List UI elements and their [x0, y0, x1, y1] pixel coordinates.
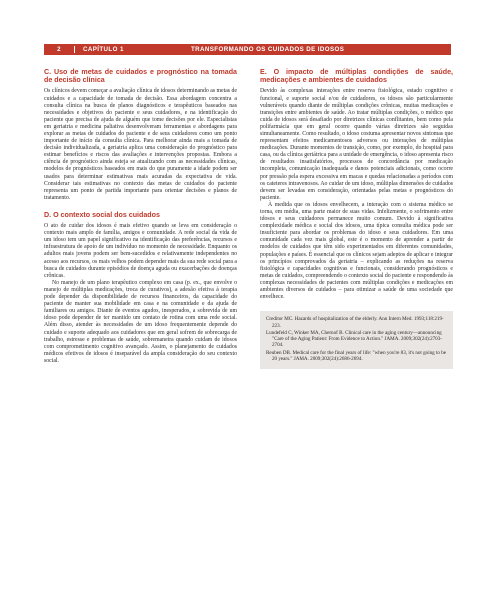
page-number: 2	[57, 46, 61, 53]
section-e-paragraph-1: Devido às complexas interações entre reserva fisiológica, estado cognitivo e funcional, e suporte social e/ou de cuidadores, os idosos são particularmente vulneráveis quando diante de múltiplas condições crônicas, muitas medicações e transições entre ambientes de saúde. Ao tratar múltiplas condições, o médico que cuida de idosos será desafiado por diretrizes clínicas conflitantes, bem como pela polifarmácia que em geral ocorre quando várias diretrizes são seguidas simultaneamente. Como resultado, o idoso costuma apresentar novos sintomas que representam efeitos medicamentosos adversos ou interações de múltiplas medicações. Durante momentos de transição, como, por exemplo, do hospital para casa, ou da clínica geriátrica para a unidade de emergência, o idoso apresenta risco de resultados insatisfatórios, processos de concordância por medicação incompleta, comunicação inadequada e danos potenciais adicionais, como ocorre por pressão pela espera excessiva em macas e quedas relacionadas a períodos com os cateteres intravenosos. Ao cuidar de um idoso, múltiplas dimensões de cuidados devem ser levadas em consideração, orientadas pelas metas e prognósticos do paciente.	[260, 88, 453, 201]
section-e-paragraph-2: À medida que os idosos envelhecem, a interação com o sistema médico se torna, em média, uma parte maior de suas vidas. Infelizmente, o sofrimento entre idosos e seus cuidadores permanece muito comum. Devido à significativa complexidade médica e social dos idosos, uma típica consulta médica pode ser insuficiente para abordar os problemas do idoso e seus cuidadores. Em uma comunidade cada vez mais global, este é o momento de aprender a partir de modelos de cuidados que têm sido experimentados em diferentes comunidades, populações e países. É essencial que os clínicos sejam adeptos de aplicar e integrar os princípios comprovados da geriatria – explicando as reduções na reserva fisiológica e capacidades cognitivas e funcionais, considerando prognósticos e metas de cuidados, compreendendo o contexto social do paciente e respondendo às complexas necessidades de pacientes com múltiplas condições e medicações em ambientes diversos de cuidados – para otimizar a saúde de uma sociedade que envelhece.	[260, 201, 453, 301]
chapter-label: CAPÍTULO 1	[74, 46, 183, 53]
section-d-paragraph-2: No manejo de um plano terapêutico complexo em casa (p. ex., que envolve o manejo de múltiplas medicações, troca de curativos), a adesão efetiva à terapia pode depender da disponibilidade de recursos financeiros, da capacidade do paciente de manter sua mobilidade em casa e na comunidade e da ajuda de familiares ou amigos. Diante de eventos agudos, inesperados, a sobrevida de um idoso pode depender de ter mantido um contato de rotina com uma rede social. Além disso, atender às necessidades de um idoso frequentemente depende do cuidado e suporte adequado aos cuidadores que em geral sofrem de sobrecarga de trabalho, estresse e problemas de saúde, sobremaneira quando cuidam de idosos com comprometimento cognitivo avançado. Assim, o planejamento de cuidados médicos efetivos de idosos é inseparável da ampla consideração do seu contexto social.	[44, 279, 237, 364]
reference-item: Reuben DB. Medical care for the final years of life: "when you're 83, it's not going to be 20 years." JAMA. 2009;302(24):2686-2694.	[266, 349, 447, 362]
left-column	[44, 68, 237, 365]
reference-item: Lundefeld C, Winker MA, Chernof B. Clinical care in the aging century—announcing "Care of the Aging Patient: From Evidence to Action." JAMA. 2009;302(24):2703-2704.	[266, 329, 442, 349]
section-d-paragraph-1: O ato de cuidar dos idosos é mais efetivo quando se leva em consideração o contexto mais amplo de família, amigos e comunidade. A rede social da vida de um idoso tem um papel significativo na identificação das preferências, recursos e infraestrutura de apoio de um indivíduo no momento de necessidade. Enquanto os adultos mais jovens podem ser bem-sucedidos e relativamente independentes no acesso aos recursos, os mais velhos podem depender mais da sua rede social para a busca de cuidados durante episódios de doença aguda ou exacerbações de doenças crônicas.	[44, 223, 237, 279]
reference-item: Creditor MC. Hazards of hospitalization of the elderly. Ann Intern Med. 1993;118:219-223.	[266, 316, 444, 329]
running-header	[44, 44, 451, 55]
references-box	[260, 311, 453, 369]
right-column	[260, 68, 453, 369]
section-c-heading: C. Uso de metas de cuidados e prognóstico na tomada de decisão clínica	[44, 68, 237, 85]
section-d-heading: D. O contexto social dos cuidados	[44, 210, 160, 219]
section-c-paragraph: Os clínicos devem começar a avaliação clínica de idosos determinando as metas de cuidados e a capacidade de tomada de decisão. Essa abordagem concentra a consulta clínica na busca de planos diagnósticos e terapêuticos baseados nas necessidades e objetivos do paciente e seus cuidadores, e na identificação do paciente que precisa de ajuda de alguém que tome decisões por ele. Especialistas em geriatria e medicina paliativa desenvolveram ferramentas e abordagens para explorar as metas de cuidados do paciente e de seus cuidadores como um ponto importante de início da consulta clínica. Para melhorar ainda mais a tomada de decisão individualizada, a geriatria aplica uma consideração do prognóstico para estimar benefícios e riscos das avaliações e intervenções propostas. Embora a ciência de prognóstico ainda esteja se atualizando com as necessidades clínicas, modelos de prognósticos baseados em mais do que puramente a idade podem ser usados para determinar estimativas mais acuradas da expectativa de vida. Considerar tais estimativas no contexto das metas de cuidados do paciente representa um ponto de partida importante para orientar decisões e planos de tratamento.	[44, 88, 237, 201]
running-title: TRANSFORMANDO OS CUIDADOS DE IDOSOS	[191, 46, 345, 53]
section-e-heading: E. O impacto de múltiplas condições de saúde, medicações e ambientes de cuidados	[260, 68, 453, 85]
